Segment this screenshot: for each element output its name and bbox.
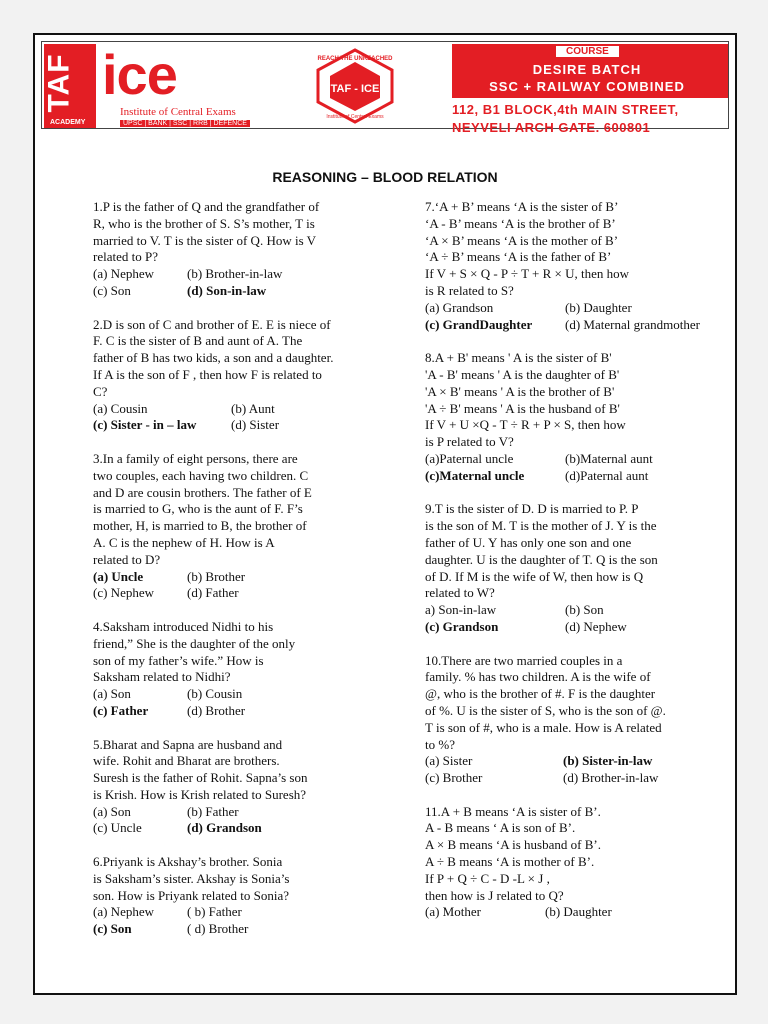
question-block: [425, 199, 725, 333]
answer-option: (a) Grandson: [425, 299, 494, 315]
course-line-2: SSC + RAILWAY COMBINED: [489, 79, 685, 94]
question-text-line: 1.P is the father of Q and the grandfather of: [93, 199, 320, 214]
answer-option: (d) Sister: [231, 417, 280, 433]
question-text-line: and D are cousin brothers. The father of E: [93, 484, 312, 500]
answer-option: (c)Maternal uncle: [425, 467, 525, 483]
question-block: [425, 350, 725, 484]
options-row: [93, 401, 393, 418]
question-text-line: If A is the son of F , then how F is related to: [93, 366, 322, 382]
answer-option: (c) Nephew: [93, 585, 154, 601]
question-text-line: related to P?: [93, 249, 158, 265]
question-text-line: mother, H, is married to B, the brother of: [93, 518, 307, 534]
question-text-line: ‘A ÷ B’ means ‘A is the father of B’: [425, 249, 612, 265]
question-text-line: is Saksham’s sister. Akshay is Sonia’s: [93, 870, 290, 886]
answer-option: (c) Son: [93, 282, 131, 298]
question-text-line: of D. If M is the wife of W, then how is Q: [425, 568, 644, 584]
question-text-line: F. C is the sister of B and aunt of A. The: [93, 333, 303, 349]
question-text-line: to %?: [425, 736, 455, 752]
answer-option: (b) Brother: [187, 568, 246, 584]
question-text-line: ‘A × B’ means ‘A is the mother of B’: [425, 232, 619, 248]
options-row: [93, 820, 393, 837]
answer-option: (a) Son: [93, 803, 131, 819]
question-text-line: Saksham related to Nidhi?: [93, 669, 231, 685]
options-row: [425, 904, 725, 921]
answer-option: (c) Father: [93, 702, 149, 718]
question-text-line: daughter. U is the daughter of T. Q is the son: [425, 551, 658, 567]
exams-strip: UPSC | BANK | SSC | RRB | DEFENCE: [120, 120, 250, 127]
seal-top-text: REACH THE UNREACHED: [317, 56, 393, 62]
question-text-line: 'A - B' means ' A is the daughter of B': [425, 366, 620, 382]
question-text-line: If P + Q ÷ C - D -L × J ,: [425, 870, 550, 886]
answer-option: (c) Sister - in – law: [93, 417, 197, 433]
answer-option: (a) Sister: [425, 753, 473, 769]
question-text-line: If V + S × Q - P ÷ T + R × U, then how: [425, 266, 630, 282]
options-row: [93, 417, 393, 434]
options-row: [93, 804, 393, 821]
options-row: [93, 266, 393, 283]
answer-option: ( d) Brother: [187, 921, 249, 937]
course-tag: COURSE: [556, 46, 619, 57]
question-text-line: is married to G, who is the aunt of F. F’s: [93, 501, 303, 517]
question-text-line: married to V. T is the sister of Q. How is V: [93, 232, 317, 248]
question-block: [425, 804, 725, 922]
academy-label: ACADEMY: [50, 119, 86, 126]
question-text-line: ‘A - B’ means ‘A is the brother of B’: [425, 215, 616, 231]
question-text-line: two couples, each having two children. C: [93, 467, 309, 483]
question-text-line: @, who is the brother of #. F is the daughter: [425, 686, 656, 702]
question-text-line: A - B means ‘ A is son of B’.: [425, 820, 576, 836]
answer-option: (d) Brother-in-law: [563, 770, 659, 786]
question-text-line: 8.A + B' means ' A is the sister of B': [425, 350, 612, 366]
answer-option: (a) Nephew: [93, 266, 154, 282]
answer-option: (b) Sister-in-law: [563, 753, 653, 769]
answer-option: (a) Son: [93, 686, 131, 702]
options-row: [425, 753, 725, 770]
options-row: [425, 770, 725, 787]
question-text-line: father of B has two kids, a son and a daughter.: [93, 350, 334, 366]
header-banner: [41, 41, 729, 135]
answer-option: (b) Cousin: [187, 686, 243, 702]
question-text-line: 'A ÷ B' means ' A is the husband of B': [425, 400, 620, 416]
question-text-line: 3.In a family of eight persons, there are: [93, 450, 298, 466]
question-block: [93, 854, 393, 938]
page-title: REASONING – BLOOD RELATION: [272, 169, 498, 185]
answer-option: ( b) Father: [187, 904, 242, 920]
question-text-line: Suresh is the father of Rohit. Sapna’s son: [93, 770, 308, 786]
answer-option: (a)Paternal uncle: [425, 450, 514, 466]
question-text-line: friend,” She is the daughter of the only: [93, 635, 296, 651]
taf-ice-seal-icon: [312, 48, 398, 124]
answer-option: (a) Cousin: [93, 400, 148, 416]
answer-option: (b)Maternal aunt: [565, 450, 653, 466]
address-line-2: NEYVELI ARCH GATE. 600801: [452, 120, 651, 135]
course-line-1: DESIRE BATCH: [532, 62, 642, 77]
question-text-line: then how is J related to Q?: [425, 887, 564, 903]
question-text-line: 'A × B' means ' A is the brother of B': [425, 383, 615, 399]
options-row: [425, 468, 725, 485]
answer-option: (d) Nephew: [565, 618, 627, 634]
options-row: [425, 317, 725, 334]
question-text-line: T is son of #, who is a male. How is A related: [425, 719, 662, 735]
answer-option: (d) Maternal grandmother: [565, 316, 701, 332]
question-block: [425, 653, 725, 787]
question-text-line: If V + U ×Q - T ÷ R + P × S, then how: [425, 417, 626, 433]
question-text-line: 7.‘A + B’ means ‘A is the sister of B’: [425, 199, 619, 214]
answer-option: (b) Brother-in-law: [187, 266, 283, 282]
answer-option: (a) Mother: [425, 904, 481, 920]
question-text-line: 2.D is son of C and brother of E. E is niece of: [93, 316, 331, 332]
answer-option: (c) Brother: [425, 770, 483, 786]
question-text-line: A ÷ B means ‘A is mother of B’.: [425, 854, 595, 870]
question-text-line: wife. Rohit and Bharat are brothers.: [93, 753, 280, 769]
institute-name: Institute of Central Exams: [120, 106, 236, 118]
left-column: [93, 199, 393, 955]
options-row: [93, 686, 393, 703]
answer-option: (d) Brother: [187, 702, 246, 718]
question-text-line: 4.Saksham introduced Nidhi to his: [93, 618, 274, 634]
question-block: [93, 317, 393, 435]
question-text-line: is R related to S?: [425, 282, 514, 298]
answer-option: (c) Uncle: [93, 820, 142, 836]
question-text-line: of %. U is the sister of S, who is the son of @.: [425, 702, 666, 718]
question-text-line: son. How is Priyank related to Sonia?: [93, 887, 290, 903]
question-text-line: A. C is the nephew of H. How is A: [93, 534, 275, 550]
question-text-line: related to D?: [93, 551, 161, 567]
question-text-line: 5.Bharat and Sapna are husband and: [93, 736, 283, 752]
question-text-line: is P related to V?: [425, 434, 514, 450]
answer-option: (a) Nephew: [93, 904, 154, 920]
answer-option: (a) Uncle: [93, 568, 144, 584]
answer-option: (b) Aunt: [231, 400, 275, 416]
seal-bottom-text: Institute of Central Exams: [326, 114, 384, 120]
options-row: [93, 921, 393, 938]
options-row: [425, 619, 725, 636]
answer-option: (d) Father: [187, 585, 239, 601]
taf-logo-block: [44, 44, 96, 128]
taf-logo-text: TAF: [42, 53, 76, 113]
answer-option: (b) Father: [187, 803, 239, 819]
question-text-line: A × B means ‘A is husband of B’.: [425, 837, 601, 853]
question-text-line: family. % has two children. A is the wife of: [425, 669, 651, 685]
question-block: [425, 501, 725, 635]
address-line-1: 112, B1 BLOCK,4th MAIN STREET,: [452, 102, 679, 117]
answer-option: (b) Daughter: [545, 904, 612, 920]
question-text-line: 11.A + B means ‘A is sister of B’.: [425, 803, 601, 819]
course-banner: [452, 44, 728, 98]
ice-logo: ice: [102, 43, 177, 106]
options-row: [93, 703, 393, 720]
answer-option: (b) Daughter: [565, 299, 632, 315]
answer-option: (d)Paternal aunt: [565, 467, 649, 483]
answer-option: (d) Grandson: [187, 820, 262, 836]
question-text-line: son of my father’s wife.” How is: [93, 652, 264, 668]
answer-option: (c) GrandDaughter: [425, 316, 533, 332]
question-text-line: 9.T is the sister of D. D is married to P. P: [425, 501, 639, 517]
question-text-line: 10.There are two married couples in a: [425, 652, 623, 668]
answer-option: (b) Son: [565, 602, 604, 618]
options-row: [93, 569, 393, 586]
options-row: [93, 283, 393, 300]
question-text-line: C?: [93, 383, 108, 399]
right-column: [425, 199, 725, 938]
question-text-line: related to W?: [425, 585, 495, 601]
question-block: [93, 451, 393, 602]
options-row: [425, 451, 725, 468]
question-text-line: is Krish. How is Krish related to Suresh?: [93, 786, 307, 802]
options-row: [425, 602, 725, 619]
answer-option: (d) Son-in-law: [187, 282, 267, 298]
options-row: [425, 300, 725, 317]
question-block: [93, 737, 393, 838]
answer-option: (c) Grandson: [425, 618, 499, 634]
seal-name-text: TAF - ICE: [330, 83, 380, 95]
options-row: [93, 585, 393, 602]
question-text-line: is the son of M. T is the mother of J. Y is the: [425, 518, 657, 534]
question-text-line: R, who is the brother of S. S’s mother, T is: [93, 215, 315, 231]
answer-option: (c) Son: [93, 921, 132, 937]
worksheet-page: [33, 33, 737, 995]
question-text-line: father of U. Y has only one son and one: [425, 534, 632, 550]
question-block: [93, 619, 393, 720]
answer-option: a) Son-in-law: [425, 602, 497, 618]
options-row: [93, 904, 393, 921]
question-block: [93, 199, 393, 300]
question-text-line: 6.Priyank is Akshay’s brother. Sonia: [93, 854, 283, 870]
